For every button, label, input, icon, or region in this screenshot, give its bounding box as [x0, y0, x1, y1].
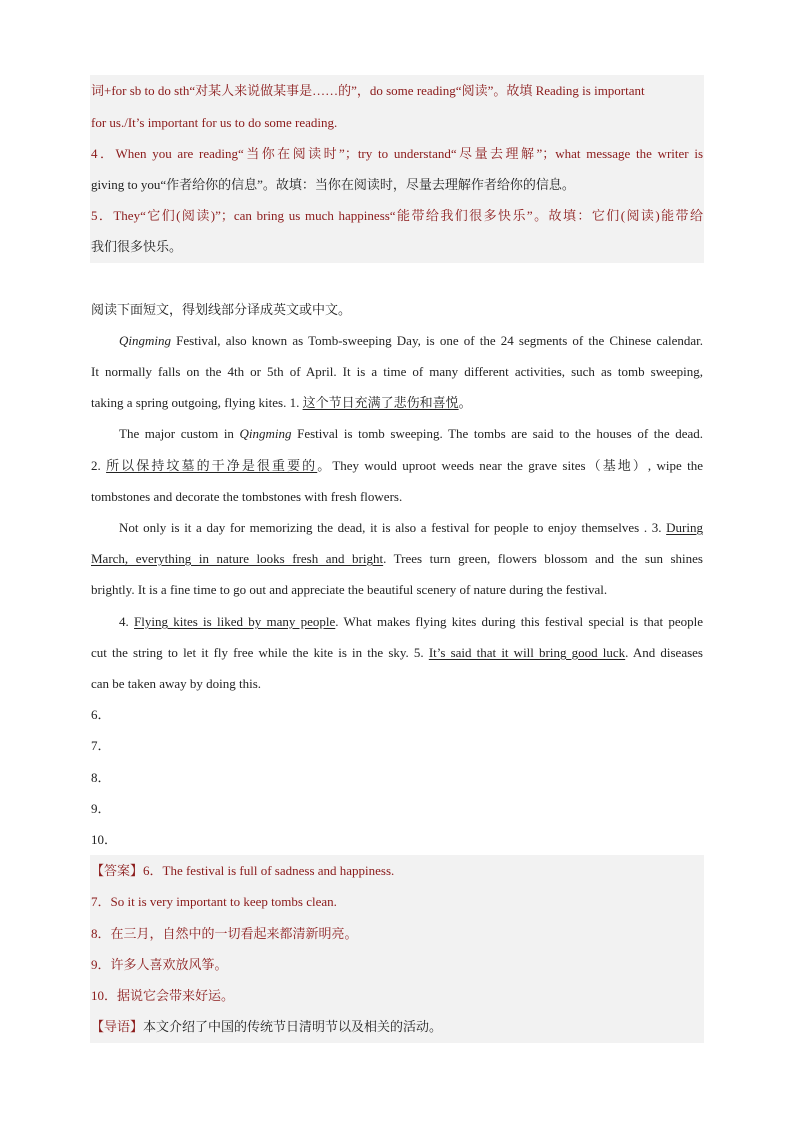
passage-line: The major custom in Qingming Festival is tomb sweeping. The tombs are said to the houses of the dead.: [119, 426, 703, 441]
answer-line: 【答案】6．The festival is full of sadness and happiness.: [91, 863, 395, 878]
answer-line: for us./It’s important for us to do some reading.: [91, 115, 338, 130]
festival-name: Qingming: [239, 426, 292, 441]
passage-line: cut the string to let it fly free while the kite is in the sky. 5. It’s said that it will bring good luck. And diseases: [91, 645, 703, 660]
passage-line: March, everything in nature looks fresh and bright. Trees turn green, flowers blossom and the sun shines: [91, 551, 703, 566]
answer-line: 9．许多人喜欢放风筝。: [91, 957, 228, 972]
answer-line: 我们很多快乐。: [91, 239, 183, 254]
underlined-phrase-3: March, everything in nature looks fresh and bright: [91, 551, 384, 566]
underlined-phrase-5: It’s said that it will bring good luck: [428, 645, 626, 660]
answer-line: 8．在三月，自然中的一切看起来都清新明亮。: [91, 926, 358, 941]
guide-line: 【导语】本文介绍了中国的传统节日清明节以及相关的活动。: [91, 1019, 443, 1034]
blank-line-8: 8．: [91, 770, 111, 785]
answer-line: 4．When you are reading“当你在阅读时”；try to understand“尽量去理解”；what message the writer is: [91, 146, 703, 161]
guide-tag: 【导语】: [91, 1019, 144, 1034]
blank-line-9: 9．: [91, 801, 111, 816]
answer-line: 词+for sb to do sth“对某人来说做某事是……的”，do some reading“阅读”。故填 Reading is important: [91, 83, 645, 98]
passage-line: 2. 所以保持坟墓的干净是很重要的。They would uproot weeds near the grave sites（基地）, wipe the: [91, 458, 703, 473]
underlined-phrase-2: 所以保持坟墓的干净是很重要的: [106, 458, 318, 473]
answer-line: 7．So it is very important to keep tombs clean.: [91, 894, 337, 909]
passage-line: taking a spring outgoing, flying kites. 1. 这个节日充满了悲伤和喜悦。: [91, 395, 472, 410]
answer-line: 5．They“它们(阅读)”；can bring us much happiness“能带给我们很多快乐”。故填：它们(阅读)能带给: [91, 208, 703, 223]
passage-line: 4. Flying kites is liked by many people. What makes flying kites during this festival special is that people: [119, 614, 703, 629]
answer-tag: 【答案】: [91, 863, 144, 878]
underlined-phrase-4: Flying kites is liked by many people: [134, 614, 336, 629]
blank-line-7: 7．: [91, 738, 111, 753]
passage-line: brightly. It is a fine time to go out and appreciate the beautiful scenery of nature during the festival.: [91, 582, 608, 597]
answer-block-top: [90, 75, 704, 263]
passage-line: tombstones and decorate the tombstones with fresh flowers.: [91, 489, 403, 504]
passage-line: Not only is it a day for memorizing the dead, it is also a festival for people to enjoy themselves . 3. During: [119, 520, 703, 535]
answer-line: 10．据说它会带来好运。: [91, 988, 235, 1003]
passage-line: can be taken away by doing this.: [91, 676, 262, 691]
instruction: 阅读下面短文，得划线部分译成英文或中文。: [91, 302, 352, 317]
festival-name: Qingming: [119, 333, 171, 348]
underlined-phrase-1: 这个节日充满了悲伤和喜悦: [302, 395, 459, 410]
underlined-phrase-3: During: [666, 520, 703, 535]
answer-line: giving to you“作者给你的信息”。故填：当你在阅读时，尽量去理解作者给你的信息。: [91, 177, 575, 192]
blank-line-6: 6．: [91, 707, 111, 722]
passage-line: Qingming Festival, also known as Tomb-sweeping Day, is one of the 24 segments of the Chinese calendar.: [119, 333, 703, 348]
passage-line: It normally falls on the 4th or 5th of April. It is a time of many different activities, such as tomb sweeping,: [91, 364, 703, 379]
blank-line-10: 10．: [91, 832, 118, 847]
answer-block-bottom: [90, 855, 704, 1043]
